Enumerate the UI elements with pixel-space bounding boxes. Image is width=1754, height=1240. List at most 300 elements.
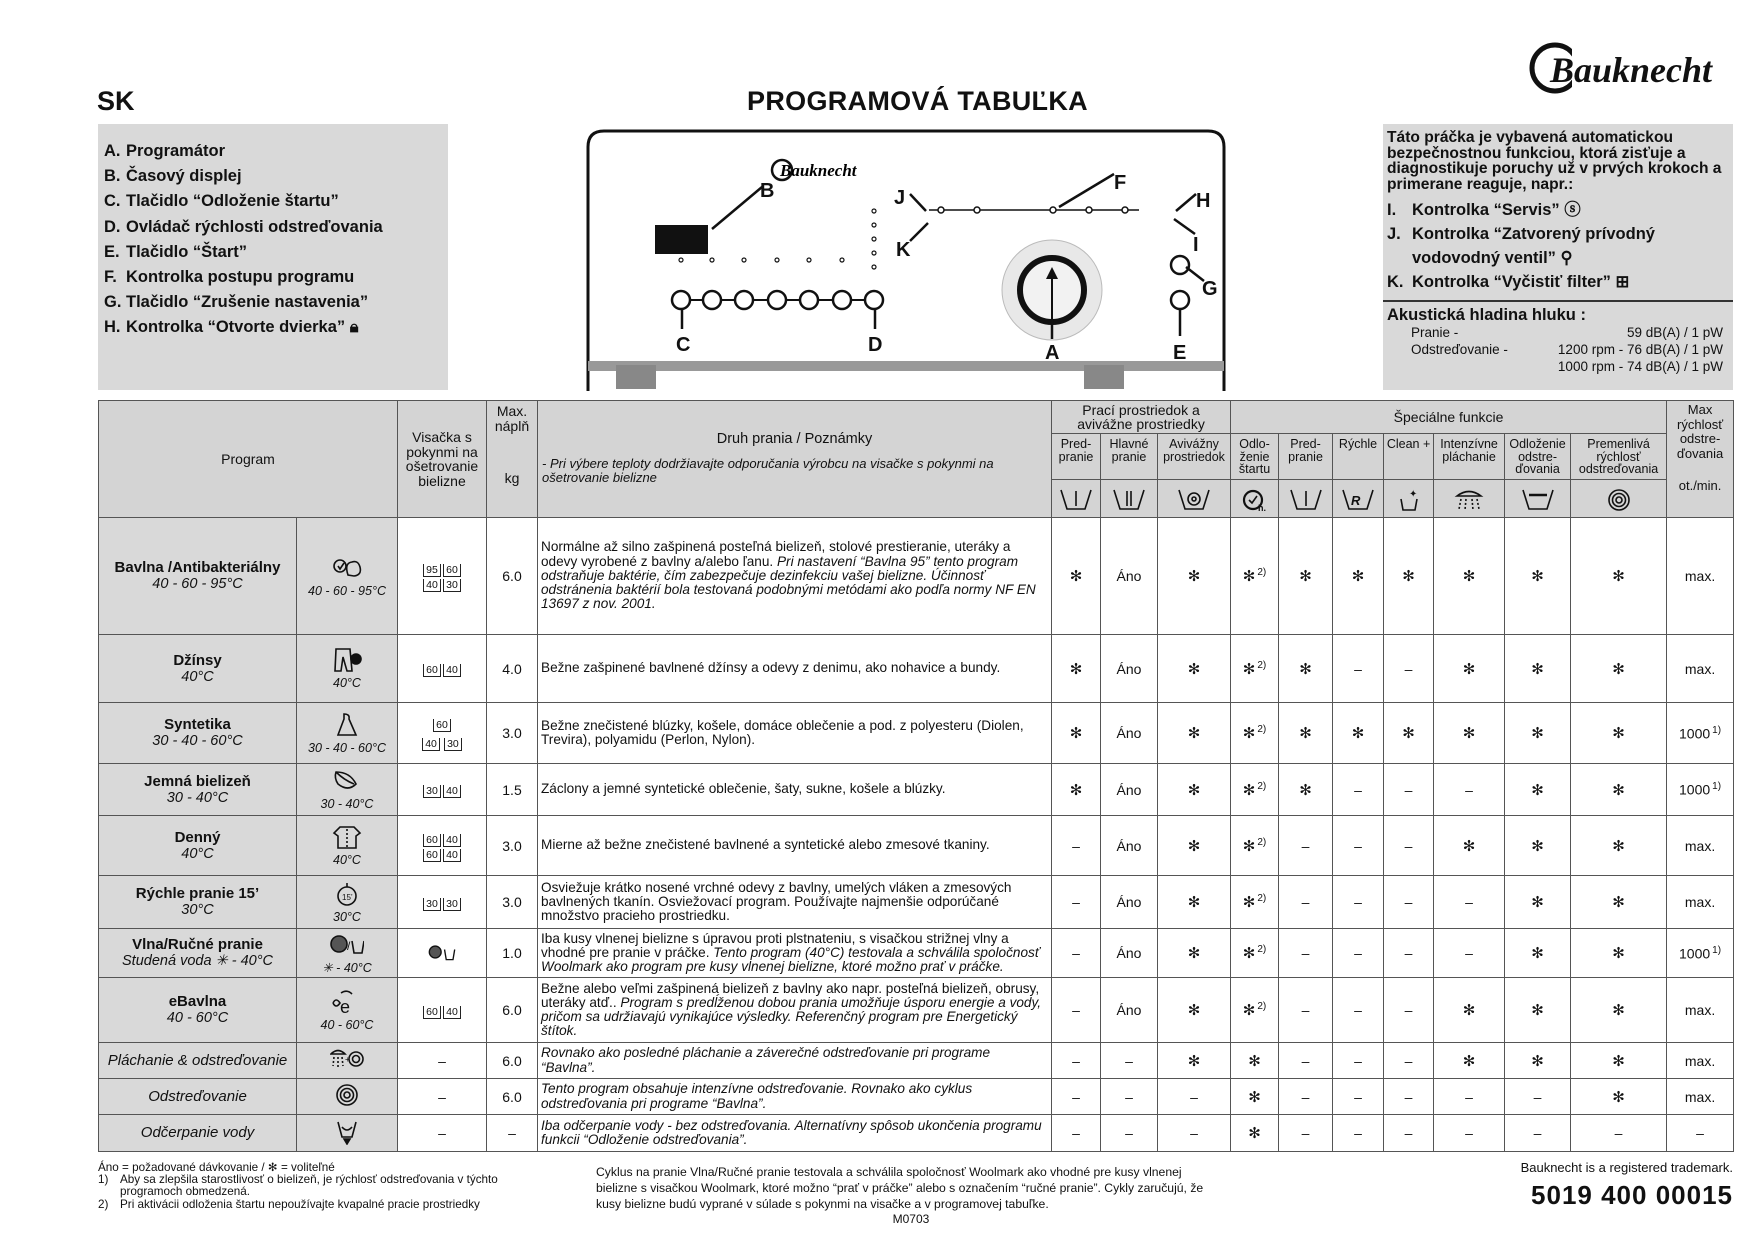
doc-code: M0703 <box>892 1212 930 1226</box>
legend-item-7: H. Kontrolka “Otvorte dvierka” 🔒︎ <box>104 318 359 337</box>
care-tag: 40 <box>443 1006 461 1019</box>
legend-item-3: D. Ovládač rýchlosti odstreďovania <box>104 217 383 236</box>
language-code: SK <box>97 86 135 116</box>
program-icon-temp: 40°C <box>333 676 361 690</box>
svg-text:h.: h. <box>1257 502 1266 513</box>
cell-4: ✻ <box>1279 518 1333 635</box>
cell-0: – <box>1052 876 1101 929</box>
care-tag: 40 <box>443 664 461 677</box>
note-text: Mierne až bežne znečistené bavlnené a syntetické alebo zmesové tkaniny. <box>541 837 990 853</box>
max-load-unit: kg <box>504 470 520 486</box>
column-header-8: Odloženie odstre-ďovania <box>1505 434 1571 480</box>
program-icon-temp: 30°C <box>333 909 361 924</box>
cell-4: ✻ <box>1279 764 1333 816</box>
svg-text:e: e <box>340 996 351 1015</box>
program-temp: 30 - 40°C <box>166 789 229 806</box>
note-text: Iba kusy vlnenej bielizne s úpravou proti plstnateniu, s visačkou strižnej vlny a vhodné pre pranie v práčke. <box>541 930 1009 960</box>
wool-handwash-icon <box>299 931 395 960</box>
program-name: Odstreďovanie <box>148 1087 247 1105</box>
care-tag: 60 <box>443 564 461 577</box>
care-label-none: – <box>438 1125 446 1141</box>
program-icon-temp: 40°C <box>333 853 361 867</box>
cell-0: ✻ <box>1052 635 1101 703</box>
column-header-5: Rýchle <box>1333 434 1384 480</box>
program-temp: 30 - 40 - 60°C <box>152 733 243 749</box>
cell-1: Áno <box>1101 635 1158 703</box>
info-item-3: K. Kontrolka “Vyčistiť filter” ⊞ <box>1387 273 1630 291</box>
care-tag: 30 <box>443 579 461 592</box>
notes-title: Druh prania / Poznámky <box>716 431 873 448</box>
max-load: 3.0 <box>487 816 538 876</box>
cell-0: ✻ <box>1052 764 1101 816</box>
cell-6: – <box>1384 876 1434 929</box>
care-tag: 30 <box>423 785 441 798</box>
logo-text: Bauknecht <box>1550 50 1713 90</box>
cell-1: Áno <box>1101 518 1158 635</box>
notes-cell <box>538 876 1052 929</box>
cell-8: ✻ <box>1505 635 1571 703</box>
care-label-cell <box>398 635 487 703</box>
rinse-hold-icon <box>1505 480 1571 518</box>
cell-7: ✻ <box>1434 518 1505 635</box>
max-load: 6.0 <box>487 978 538 1043</box>
svg-text:15’: 15’ <box>342 892 353 902</box>
door-lock-icon: 🔒︎ <box>349 318 359 337</box>
notes-cell <box>538 816 1052 876</box>
care-label-cell <box>398 518 487 635</box>
cell-6: – <box>1384 1079 1434 1115</box>
cell-9: ✻ <box>1571 929 1667 978</box>
cell-5: – <box>1333 1079 1384 1115</box>
cell-2: ✻ <box>1158 876 1231 929</box>
notes-cell <box>538 1115 1052 1152</box>
cell-9: ✻ <box>1571 1043 1667 1079</box>
cell-8: ✻ <box>1505 978 1571 1043</box>
max-load: 1.0 <box>487 929 538 978</box>
cell-5: – <box>1333 929 1384 978</box>
svg-text:R: R <box>1351 492 1361 508</box>
rapid-icon <box>1333 480 1384 518</box>
cell-1: – <box>1101 1115 1158 1152</box>
cell-2: ✻ <box>1158 635 1231 703</box>
cell-9: – <box>1571 1115 1667 1152</box>
cell-7: ✻ <box>1434 978 1505 1043</box>
program-icon-cell <box>297 1043 398 1079</box>
care-tag: 60 <box>423 834 441 847</box>
part-number: 5019 400 00015 <box>1531 1180 1733 1210</box>
cell-4: – <box>1279 978 1333 1043</box>
care-label-none: – <box>438 1088 446 1105</box>
note-italic: Pri nastavení “Bavlna 95” tento program odstraňuje baktérie, čím zabezpečuje dezinfekciu vašej bielizne. Účinnosť odstránenia baktérií bola testovaná podobnými metódami ako podľa normy NF EN 13697 z nov. 2001. <box>541 553 1036 612</box>
delay-start-icon <box>1231 480 1279 518</box>
care-label-cell <box>398 1079 487 1115</box>
table-row <box>99 635 1734 703</box>
footnote: 1) Aby sa zlepšila starostlivosť o bielizeň, je rýchlosť odstreďovania v týchto programoch obmedzená. <box>98 1173 498 1199</box>
svg-text:/: / <box>347 939 351 953</box>
cell-9: ✻ <box>1571 816 1667 876</box>
filter-icon: ⊞ <box>1610 273 1630 291</box>
legend-item-4: E. Tlačidlo “Štart” <box>104 242 248 261</box>
program-temp: 30°C <box>181 902 214 918</box>
cell-0: – <box>1052 978 1101 1043</box>
max-spin: 1000 $^{1)}$ <box>1667 764 1734 816</box>
care-tag: 40 <box>443 849 461 862</box>
cell-1: Áno <box>1101 876 1158 929</box>
spin-icon <box>1571 480 1667 518</box>
rapid-15-icon <box>299 881 395 910</box>
divider <box>1383 300 1733 302</box>
care-tag: 60 <box>433 719 451 732</box>
max-spin-label: Max rýchlosť odstre-ďovania <box>1676 402 1724 461</box>
cell-7: ✻ <box>1434 703 1505 764</box>
cell-3: ✻ $^{2)}$ <box>1231 978 1279 1043</box>
cell-6: – <box>1384 978 1434 1043</box>
cell-2: ✻ <box>1158 929 1231 978</box>
max-spin: max. <box>1667 1079 1734 1115</box>
softener-icon <box>1158 480 1231 518</box>
cell-3: ✻ $^{2)}$ <box>1231 876 1279 929</box>
woolmark-note <box>596 1164 1226 1226</box>
cell-2: ✻ <box>1158 764 1231 816</box>
cell-3: ✻ $^{2)}$ <box>1231 929 1279 978</box>
cell-4: ✻ <box>1279 703 1333 764</box>
header-max-spin <box>1667 401 1734 518</box>
max-spin: max. <box>1667 518 1734 635</box>
label-e: E <box>1173 342 1187 364</box>
notes-cell <box>538 635 1052 703</box>
cell-5: – <box>1333 1115 1384 1152</box>
program-icon-temp: ✳ - 40°C <box>322 961 372 975</box>
notes-subtitle: - Pri výbere teploty dodržiavajte odporučania výrobcu na visačke s pokynmi na ošetrovanie bielizne <box>542 455 994 486</box>
cell-2: – <box>1158 1115 1231 1152</box>
cell-8: ✻ <box>1505 764 1571 816</box>
prewash-icon <box>1279 480 1333 518</box>
cell-6: – <box>1384 764 1434 816</box>
max-load: – <box>487 1115 538 1152</box>
max-spin: max. <box>1667 876 1734 929</box>
cell-3: ✻ $^{2)}$ <box>1231 764 1279 816</box>
cell-5: – <box>1333 635 1384 703</box>
table-row <box>99 978 1734 1043</box>
cell-8: ✻ <box>1505 876 1571 929</box>
label-j: J <box>894 187 906 209</box>
column-header-1: Hlavné pranie <box>1101 434 1158 480</box>
delicates-icon <box>299 768 395 797</box>
care-tag: 40 <box>423 579 441 592</box>
program-name: Džínsy <box>173 651 222 669</box>
table-row <box>99 929 1734 978</box>
notes-cell <box>538 1079 1052 1115</box>
cell-1: Áno <box>1101 703 1158 764</box>
cell-1: Áno <box>1101 929 1158 978</box>
header-detergent-group: Prací prostriedok a avivážne prostriedky <box>1052 401 1231 434</box>
label-a: A <box>1045 342 1060 364</box>
water-tap-icon: ⚲ <box>1555 249 1573 267</box>
daily-icon <box>299 824 395 853</box>
max-load: 3.0 <box>487 703 538 764</box>
program-icon-temp: 40 - 60 - 95°C <box>308 583 386 598</box>
cell-7: – <box>1434 876 1505 929</box>
cell-6: ✻ <box>1384 518 1434 635</box>
column-header-0: Pred-pranie <box>1052 434 1101 480</box>
cell-5: ✻ <box>1333 518 1384 635</box>
cell-9: ✻ <box>1571 978 1667 1043</box>
care-label-cell <box>398 1043 487 1079</box>
care-label-cell <box>398 764 487 816</box>
control-panel-diagram <box>584 129 1228 391</box>
table-row <box>99 518 1734 635</box>
cell-0: – <box>1052 816 1101 876</box>
header-max-load <box>487 401 538 518</box>
program-cell <box>99 1079 297 1115</box>
table-row <box>99 1115 1734 1152</box>
care-label-cell <box>398 703 487 764</box>
info-item-2: vodovodný ventil” ⚲ <box>1412 249 1573 267</box>
program-icon-cell <box>297 816 398 876</box>
program-name: Denný <box>174 828 221 846</box>
cell-0: – <box>1052 1043 1101 1079</box>
program-table <box>98 400 1734 1152</box>
program-icon-cell <box>297 978 398 1043</box>
program-name: Syntetika <box>164 716 231 733</box>
program-temp: 40 - 60°C <box>166 1010 229 1026</box>
legend-item-2: C. Tlačidlo “Odloženie štartu” <box>104 192 339 211</box>
legend-item-1: B. Časový displej <box>104 167 242 186</box>
cell-4: – <box>1279 1043 1333 1079</box>
legend-item-6: G. Tlačidlo “Zrušenie nastavenia” <box>104 293 369 312</box>
rinse-icon <box>1434 480 1505 518</box>
column-header-7: Intenzívne pláchanie <box>1434 434 1505 480</box>
care-label-cell <box>398 929 487 978</box>
program-name: Rýchle pranie 15’ <box>135 885 260 902</box>
label-k: K <box>896 239 911 261</box>
footer-legend: Áno = požadované dávkovanie / ✻ = voliteľné <box>98 1161 335 1174</box>
care-tag: 30 <box>443 898 461 911</box>
program-cell <box>99 876 297 929</box>
cell-7: ✻ <box>1434 635 1505 703</box>
cell-6: – <box>1384 929 1434 978</box>
cell-7: – <box>1434 929 1505 978</box>
noise-row: Odstreďovanie - 1200 rpm - 76 dB(A) / 1 pW <box>1411 342 1723 357</box>
drain-icon <box>299 1119 395 1148</box>
start-button-diagram <box>1171 291 1189 309</box>
program-icon-cell <box>297 1115 398 1152</box>
program-temp: 40 - 60 - 95°C <box>152 576 243 592</box>
cell-6: – <box>1384 1043 1434 1079</box>
program-name: eBavlna <box>168 993 227 1010</box>
cell-2: ✻ <box>1158 978 1231 1043</box>
cell-9: ✻ <box>1571 703 1667 764</box>
program-name: Odčerpanie vody <box>140 1124 255 1141</box>
program-icon-cell <box>297 635 398 703</box>
table-row <box>99 816 1734 876</box>
cell-5: – <box>1333 876 1384 929</box>
cell-8: ✻ <box>1505 816 1571 876</box>
spin-icon <box>299 1082 395 1111</box>
program-cell <box>99 703 297 764</box>
max-spin-unit: ot./min. <box>1678 478 1722 493</box>
cell-8: – <box>1505 1115 1571 1152</box>
note-text: Bežne alebo veľmi zašpinená bielizeň z bavlny ako napr. posteľná bielizeň, obrusy, uteráky atď.. <box>541 980 1040 1010</box>
program-icon-cell <box>297 764 398 816</box>
noise-title: Akustická hladina hluku : <box>1387 306 1586 324</box>
cell-8: ✻ <box>1505 518 1571 635</box>
program-icon-cell <box>297 518 398 635</box>
noise-row: Pranie - 59 dB(A) / 1 pW <box>1411 325 1723 340</box>
care-tag: 60 <box>423 1006 441 1019</box>
note-italic: Program s predĺženou dobou prania umožňuje úsporu energie a vody, pričom sa udržiavajú vynikajúce výsledky. Referenčný program pre Energetický štítok. <box>541 994 1042 1039</box>
cell-9: ✻ <box>1571 876 1667 929</box>
cell-1: – <box>1101 1079 1158 1115</box>
cell-5: – <box>1333 816 1384 876</box>
cell-4: – <box>1279 876 1333 929</box>
max-spin: max. <box>1667 978 1734 1043</box>
cell-9: ✻ <box>1571 518 1667 635</box>
label-c: C <box>676 334 691 356</box>
max-spin: 1000 $^{1)}$ <box>1667 703 1734 764</box>
care-tag: 40 <box>422 738 440 751</box>
synthetics-icon <box>299 712 395 741</box>
program-cell <box>99 635 297 703</box>
label-h: H <box>1196 190 1211 212</box>
notes-cell <box>538 929 1052 978</box>
max-load: 6.0 <box>487 1079 538 1115</box>
care-tag: 95 <box>423 564 441 577</box>
cell-1: Áno <box>1101 978 1158 1043</box>
safety-info-box <box>1383 124 1733 390</box>
cell-1: Áno <box>1101 816 1158 876</box>
program-temp: 40°C <box>181 668 214 685</box>
program-name: Jemná bielizeň <box>144 772 251 790</box>
cell-2: ✻ <box>1158 816 1231 876</box>
svg-text:+: + <box>345 1055 350 1064</box>
legend-item-5: F. Kontrolka postupu programu <box>104 267 355 286</box>
program-cell <box>99 929 297 978</box>
cell-3: ✻ <box>1231 1043 1279 1079</box>
table-row <box>99 876 1734 929</box>
cell-2: – <box>1158 1079 1231 1115</box>
cotton-antibacterial-icon <box>299 555 395 584</box>
note-text: Osviežuje krátko nosené vrchné odevy z bavlny, umelých vláken a zmesových bavlnených tkanín. Osviežovací program. Používajte najmenšie odporúčané množstvo pracieho prostriedku. <box>541 879 1012 924</box>
care-tag: 40 <box>443 785 461 798</box>
program-cell <box>99 978 297 1043</box>
cell-0: – <box>1052 1115 1101 1152</box>
max-spin: 1000 $^{1)}$ <box>1667 929 1734 978</box>
cell-4: – <box>1279 1115 1333 1152</box>
info-item-0: I. Kontrolka “Servis” ⓢ <box>1387 201 1581 219</box>
prewash-icon <box>1052 480 1101 518</box>
column-header-3: Odlo-ženie štartu <box>1231 434 1279 480</box>
program-cell <box>99 1115 297 1152</box>
column-header-4: Pred-pranie <box>1279 434 1333 480</box>
svg-text:✦: ✦ <box>1408 488 1417 500</box>
rinse-spin-icon <box>299 1046 395 1075</box>
info-item-1: J. Kontrolka “Zatvorený prívodný <box>1387 225 1655 243</box>
program-name: Bavlna /Antibakteriálny <box>114 559 281 576</box>
cell-7: – <box>1434 764 1505 816</box>
jeans-icon <box>299 647 395 676</box>
bauknecht-logo <box>1528 38 1736 94</box>
program-icon-cell <box>297 929 398 978</box>
cell-9: ✻ <box>1571 764 1667 816</box>
cell-1: Áno <box>1101 764 1158 816</box>
note-italic: Iba odčerpanie vody - bez odstreďovania. Alternatívny spôsob ukončenia programu funkcii “Odloženie odstreďovania”. <box>541 1117 1042 1147</box>
cell-4: – <box>1279 929 1333 978</box>
label-d: D <box>868 334 883 356</box>
max-load: 6.0 <box>487 1043 538 1079</box>
care-label-cell <box>398 1115 487 1152</box>
max-spin: max. <box>1667 816 1734 876</box>
cell-7: ✻ <box>1434 816 1505 876</box>
max-load-label: Max. náplň <box>494 403 530 434</box>
ecotton-icon <box>299 989 395 1018</box>
header-program: Program <box>99 401 398 518</box>
program-name: Pláchanie & odstreďovanie <box>107 1051 288 1069</box>
care-tag: 30 <box>423 898 441 911</box>
label-b: B <box>760 180 775 202</box>
max-spin: – <box>1667 1115 1734 1152</box>
max-load: 1.5 <box>487 764 538 816</box>
max-load: 4.0 <box>487 635 538 703</box>
legend-item-0: A. Programátor <box>104 142 226 160</box>
cell-0: – <box>1052 929 1101 978</box>
panel-logo <box>772 160 858 180</box>
cell-8: ✻ <box>1505 703 1571 764</box>
cell-8: ✻ <box>1505 1043 1571 1079</box>
program-cell <box>99 1043 297 1079</box>
cell-8: – <box>1505 1079 1571 1115</box>
label-f: F <box>1114 172 1127 194</box>
notes-cell <box>538 978 1052 1043</box>
note-italic: Rovnako ako posledné pláchanie a záverečné odstreďovanie pri programe “Bavlna”. <box>541 1045 991 1075</box>
header-special-group: Špeciálne funkcie <box>1231 401 1667 434</box>
note-text: Normálne až silno zašpinená posteľná bielizeň, stolové prestieranie, uteráky a odevy vyrobené z bavlny a/alebo ľanu. <box>541 539 1011 569</box>
care-label-cell <box>398 876 487 929</box>
cell-2: ✻ <box>1158 703 1231 764</box>
cell-6: – <box>1384 635 1434 703</box>
program-icon-cell <box>297 703 398 764</box>
trademark-note: Bauknecht is a registered trademark. <box>1520 1160 1733 1175</box>
header-care-label: Visačka s pokynmi na ošetrovanie bielizne <box>398 401 487 518</box>
cell-4: – <box>1279 816 1333 876</box>
program-icon-temp: 30 - 40 - 60°C <box>308 740 386 755</box>
care-tag: 30 <box>444 738 462 751</box>
cell-3: ✻ $^{2)}$ <box>1231 518 1279 635</box>
woolmark-text: Cyklus na pranie Vlna/Ručné pranie testovala a schválila spoločnosť Woolmark ako vhodné pre kusy vlnenej bielizne s visačkou Woolmark, ktoré možno “prať v práčke” alebo s označením “ručné pranie”. Cykly zaručujú, že kusy bielizne budú vyprané v súlade s pokynmi na visačke a v programovej tabuľke. <box>596 1165 1204 1211</box>
column-header-6: Clean + <box>1384 434 1434 480</box>
cell-0: ✻ <box>1052 518 1101 635</box>
notes-cell <box>538 1043 1052 1079</box>
note-italic: Tento program (40°C) testovala a schválila spoločnosť Woolmark ako program pre kusy vlnenej bielizne, ktoré možno prať v práčke. <box>541 944 1040 975</box>
mainwash-icon <box>1101 480 1158 518</box>
program-icon-cell <box>297 876 398 929</box>
cell-6: ✻ <box>1384 703 1434 764</box>
cell-3: ✻ $^{2)}$ <box>1231 703 1279 764</box>
cell-4: – <box>1279 1079 1333 1115</box>
service-icon: ⓢ <box>1559 201 1581 219</box>
care-label-cell <box>398 816 487 876</box>
label-g: G <box>1202 278 1218 300</box>
cell-5: – <box>1333 978 1384 1043</box>
footnote: 2) Pri aktivácii odloženia štartu nepoužívajte kvapalné pracie prostriedky <box>98 1197 480 1211</box>
max-load: 6.0 <box>487 518 538 635</box>
care-label-cell <box>398 978 487 1043</box>
note-text: Záclony a jemné syntetické oblečenie, šaty, sukne, košele a blúzky. <box>541 781 946 797</box>
program-temp: Studená voda ✳ - 40°C <box>122 953 273 969</box>
woolmark-icon <box>425 950 459 966</box>
note-italic: Tento program obsahuje intenzívne odstreďovanie. Rovnako ako cyklus odstreďovania pri programe “Bavlna”. <box>541 1081 973 1111</box>
note-text: Bežne zašpinené bavlnené džínsy a odevy z denimu, ako nohavice a bundy. <box>541 660 1001 676</box>
